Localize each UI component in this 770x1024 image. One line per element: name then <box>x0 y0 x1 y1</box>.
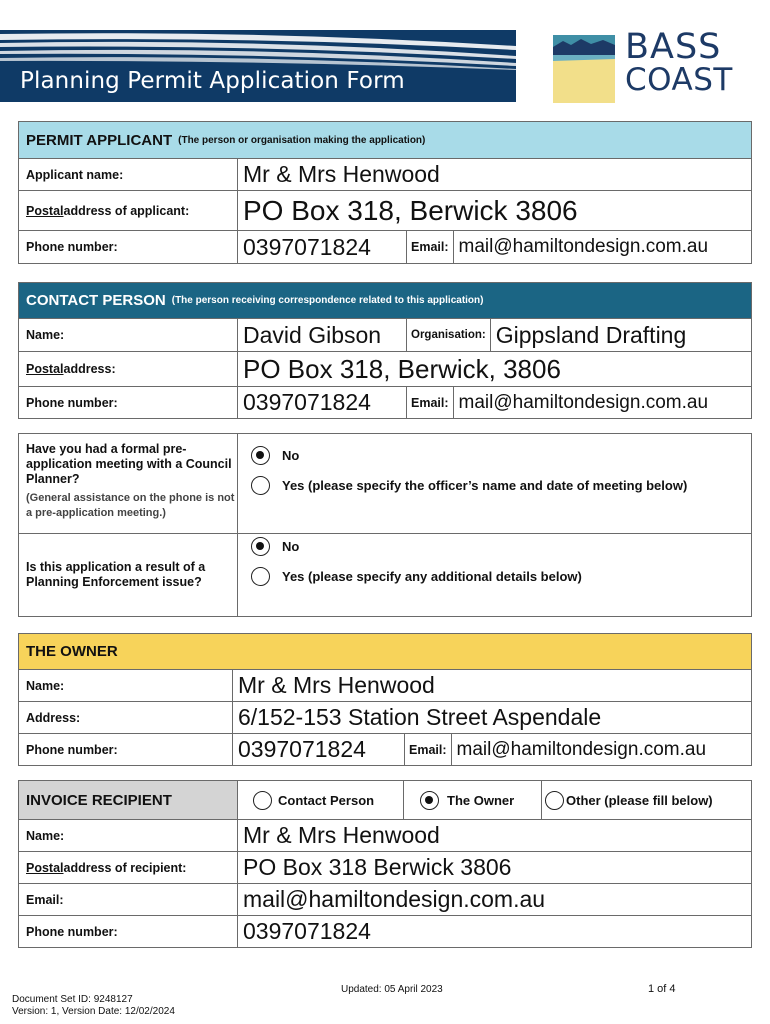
invoice-postal-label <box>19 852 238 883</box>
invoice-postal-field[interactable]: PO Box 318 Berwick 3806 <box>243 854 512 880</box>
option-label: Contact Person <box>278 792 375 808</box>
postal-label-rest: address: <box>63 362 116 376</box>
contact-email-field[interactable]: mail@hamiltondesign.com.au <box>453 387 751 418</box>
section-heading-note: (The person or organisation making the application) <box>178 134 426 146</box>
permit-applicant-section <box>18 121 752 264</box>
applicant-phone-label: Phone number: <box>19 231 238 263</box>
section-heading: THE OWNER <box>26 643 118 660</box>
contact-org-field[interactable]: Gippsland Drafting <box>490 319 751 351</box>
option-label: Other (please fill below) <box>566 792 713 808</box>
option-label: No <box>282 448 300 463</box>
pre-application-question: Have you had a formal pre-application meeting with a Council Planner? <box>26 442 232 486</box>
applicant-postal-field[interactable]: PO Box 318, Berwick 3806 <box>243 194 578 226</box>
applicant-phone-field[interactable]: 0397071824 <box>243 233 371 260</box>
invoice-phone-field[interactable]: 0397071824 <box>243 918 371 944</box>
updated-date: Updated: 05 April 2023 <box>341 984 443 995</box>
logo-text-bass: BASS <box>625 27 722 67</box>
invoice-phone-label: Phone number: <box>19 916 238 947</box>
owner-name-label: Name: <box>19 670 233 701</box>
section-heading: CONTACT PERSON <box>26 292 166 309</box>
owner-phone-field[interactable]: 0397071824 <box>238 736 366 762</box>
radio-selected-icon[interactable] <box>420 791 439 810</box>
radio-unselected-icon[interactable] <box>253 791 272 810</box>
pre-application-yes-option[interactable] <box>251 476 751 495</box>
enforcement-no-option[interactable] <box>251 537 751 556</box>
owner-address-field[interactable]: 6/152-153 Station Street Aspendale <box>238 704 602 730</box>
enforcement-question: Is this application a result of a Planning Enforcement issue? <box>26 560 206 589</box>
invoice-name-label: Name: <box>19 820 238 851</box>
contact-email-label: Email: <box>406 387 453 418</box>
invoice-contact-option[interactable] <box>238 781 404 819</box>
page-number: 1 of 4 <box>648 983 676 995</box>
option-label: Yes (please specify the officer’s name and date of meeting below) <box>282 478 688 493</box>
radio-selected-icon[interactable] <box>251 446 270 465</box>
coast-landscape-icon <box>553 31 615 103</box>
form-title: Planning Permit Application Form <box>20 68 405 94</box>
enforcement-yes-option[interactable] <box>251 567 751 586</box>
owner-section <box>18 633 752 766</box>
option-label: No <box>282 539 300 554</box>
radio-unselected-icon[interactable] <box>251 476 270 495</box>
pre-application-no-option[interactable] <box>251 446 751 465</box>
invoice-email-label: Email: <box>19 884 238 915</box>
contact-phone-label: Phone number: <box>19 387 238 418</box>
postal-label-rest: address of applicant: <box>63 203 190 218</box>
postal-label-rest: address of recipient: <box>63 860 187 875</box>
owner-name-field[interactable]: Mr & Mrs Henwood <box>238 672 435 698</box>
invoice-heading: INVOICE RECIPIENT <box>19 781 238 819</box>
section-heading: PERMIT APPLICANT <box>26 131 173 149</box>
questions-section <box>18 433 752 617</box>
applicant-name-field[interactable]: Mr & Mrs Henwood <box>243 161 440 187</box>
contact-person-section <box>18 282 752 419</box>
invoice-owner-option[interactable] <box>404 781 542 819</box>
contact-name-field[interactable]: David Gibson <box>243 321 382 348</box>
invoice-email-field[interactable]: mail@hamiltondesign.com.au <box>243 886 546 912</box>
owner-header <box>19 634 751 669</box>
banner-stripes <box>0 30 516 70</box>
contact-person-header <box>19 283 751 318</box>
option-label: The Owner <box>447 792 515 808</box>
owner-email-field[interactable]: mail@hamiltondesign.com.au <box>451 734 751 765</box>
postal-underlined: Postal <box>26 860 64 875</box>
applicant-email-label: Email: <box>406 231 453 263</box>
invoice-name-field[interactable]: Mr & Mrs Henwood <box>243 822 440 848</box>
contact-org-label: Organisation: <box>406 319 490 351</box>
permit-applicant-header <box>19 122 751 158</box>
document-set-id: Document Set ID: 9248127 <box>12 994 133 1005</box>
bass-coast-logo <box>553 27 743 105</box>
owner-email-label: Email: <box>404 734 451 765</box>
radio-unselected-icon[interactable] <box>545 791 564 810</box>
owner-address-label: Address: <box>19 702 233 733</box>
owner-phone-label: Phone number: <box>19 734 233 765</box>
invoice-other-option[interactable] <box>542 781 751 819</box>
postal-underlined: Postal <box>26 203 64 218</box>
applicant-name-label: Applicant name: <box>19 159 238 190</box>
radio-unselected-icon[interactable] <box>251 567 270 586</box>
radio-selected-icon[interactable] <box>251 537 270 556</box>
contact-phone-field[interactable]: 0397071824 <box>243 389 371 415</box>
section-heading-note: (The person receiving correspondence related to this application) <box>171 295 484 306</box>
logo-text-coast: COAST <box>625 62 733 98</box>
invoice-section <box>18 780 752 948</box>
option-label: Yes (please specify any additional details below) <box>282 569 582 584</box>
applicant-email-field[interactable]: mail@hamiltondesign.com.au <box>453 231 751 263</box>
applicant-postal-label <box>19 191 238 230</box>
postal-underlined: Postal <box>26 362 64 376</box>
contact-postal-field[interactable]: PO Box 318, Berwick, 3806 <box>243 353 561 384</box>
pre-application-note: (General assistance on the phone is not a pre-application meeting.) <box>26 492 235 519</box>
contact-name-label: Name: <box>19 319 238 351</box>
version-info: Version: 1, Version Date: 12/02/2024 <box>12 1006 175 1017</box>
contact-postal-label <box>19 352 238 386</box>
